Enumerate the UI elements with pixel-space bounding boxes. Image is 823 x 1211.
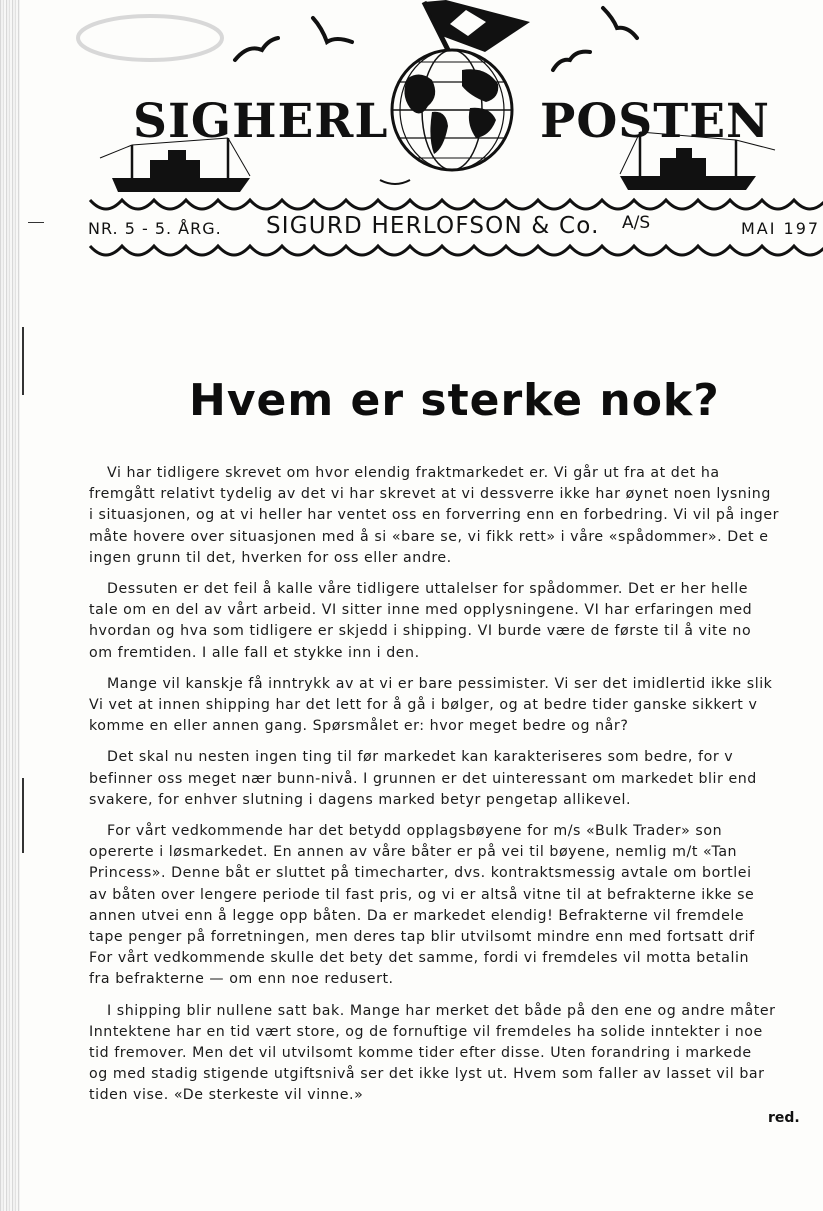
masthead-title-left: SIGHERL xyxy=(133,94,389,149)
article-paragraph xyxy=(89,821,823,991)
article-line: tid fremover. Men det vil utvilsomt komme tider efter disse. Uten forandring i markede xyxy=(89,1045,752,1062)
article-paragraph xyxy=(89,463,823,569)
article-line: Vi vet at innen shipping har det lett for å gå i bølger, og at bedre tider ganske sikkert v xyxy=(89,697,758,714)
article-line: Dessuten er det feil å kalle våre tidligere uttalelser for spådommer. Det er her helle xyxy=(107,581,749,598)
article-line: svakere, for enhver slutning i dagens marked betyr pengetap allikevel. xyxy=(89,791,632,808)
article-paragraph xyxy=(89,747,823,811)
article-line: For vårt vedkommende skulle det bety det samme, fordi vi fremdeles vil motta betalin xyxy=(89,950,749,967)
issue-number: NR. 5 - 5. ÅRG. xyxy=(88,219,222,238)
article-line: Inntektene har en tid vært store, og de fornuftige vil fremdeles ha solide inntekter i noe xyxy=(89,1023,763,1040)
article-line: fra befrakterne — om enn noe redusert. xyxy=(89,971,394,988)
article-line: tape penger på forretningen, men deres tap blir utvilsomt mindre enn med fortsatt drif xyxy=(89,929,755,946)
article-line: om fremtiden. I alle fall et stykke inn i den. xyxy=(89,644,420,661)
article-line: tiden vise. «De sterkeste vil vinne.» xyxy=(89,1087,364,1104)
article-paragraph xyxy=(89,579,823,664)
wave-line-lower xyxy=(90,246,823,255)
article-line: og med stadig stigende utgiftsnivå ser det ikke lyst ut. Hvem som faller av lasset vil bar xyxy=(89,1066,765,1083)
article-line: hvordan og hva som tidligere er skjedd i shipping. VI burde være de første til å vite no xyxy=(89,623,752,640)
article-line: I shipping blir nullene satt bak. Mange har merket det både på den ene og andre måter xyxy=(107,1002,776,1019)
article-line: komme en eller annen gang. Spørsmålet er: hvor meget bedre og når? xyxy=(89,718,629,735)
company-name: SIGURD HERLOFSON & Co. xyxy=(266,213,600,239)
article-line: måte hovere over situasjonen med å si «bare se, vi fikk rett» i våre «spådommer». Det e xyxy=(89,528,769,545)
article-line: Mange vil kanskje få inntrykk av at vi er bare pessimister. Vi ser det imidlertid ikke slik xyxy=(107,675,773,692)
article-line: tale om en del av vårt arbeid. VI sitter inne med opplysningene. VI har erfaringen med xyxy=(89,602,753,619)
globe-icon xyxy=(392,50,512,170)
masthead-title-right: POSTEN xyxy=(540,94,770,149)
article-line: i situasjonen, og at vi heller har ventet oss en forverring enn en forbedring. Vi vil på inger xyxy=(89,507,780,524)
wave-accent xyxy=(380,180,410,184)
article-signoff: red. xyxy=(768,1110,800,1126)
article-line: Princess». Denne båt er sluttet på timecharter, dvs. kontraktsmessig avtale om bortlei xyxy=(89,865,752,882)
article-line: av båten over lengere periode til fast pris, og vi er altså vitne til at befrakterne ikke se xyxy=(89,886,755,903)
article-line: opererte i løsmarkedet. En annen av våre båter er på vei til bøyene, nemlig m/t «Tan xyxy=(89,844,738,861)
article-line: Vi har tidligere skrevet om hvor elendig fraktmarkedet er. Vi går ut fra at det ha xyxy=(107,465,720,481)
margin-mark xyxy=(22,778,24,853)
article-body xyxy=(89,463,823,1117)
margin-mark xyxy=(22,327,24,395)
article-line: befinner oss meget nær bunn-nivå. I grunnen er det uinteressant om markedet blir end xyxy=(89,770,757,787)
article-line: For vårt vedkommende har det betydd opplagsbøyene for m/s «Bulk Trader» son xyxy=(107,823,723,840)
article-paragraph xyxy=(89,674,823,738)
article-line: Det skal nu nesten ingen ting til før markedet kan karakteriseres som bedre, for v xyxy=(107,749,734,766)
article-line: fremgått relativt tydelig av det vi har skrevet at vi dessverre ikke har øynet noen lysning xyxy=(89,486,771,503)
article-headline: Hvem er sterke nok? xyxy=(189,375,720,426)
masthead xyxy=(0,0,823,270)
article-line: annen utvei enn å legge opp båten. Da er markedet elendig! Befrakterne vil fremdele xyxy=(89,907,745,924)
stamp-mark xyxy=(78,16,222,60)
article-line: ingen grunn til det, hverken for oss eller andre. xyxy=(89,549,452,566)
wave-line-upper xyxy=(90,200,823,209)
company-suffix: A/S xyxy=(622,213,651,233)
issue-date: MAI 197 xyxy=(741,219,821,238)
article-paragraph xyxy=(89,1001,823,1107)
